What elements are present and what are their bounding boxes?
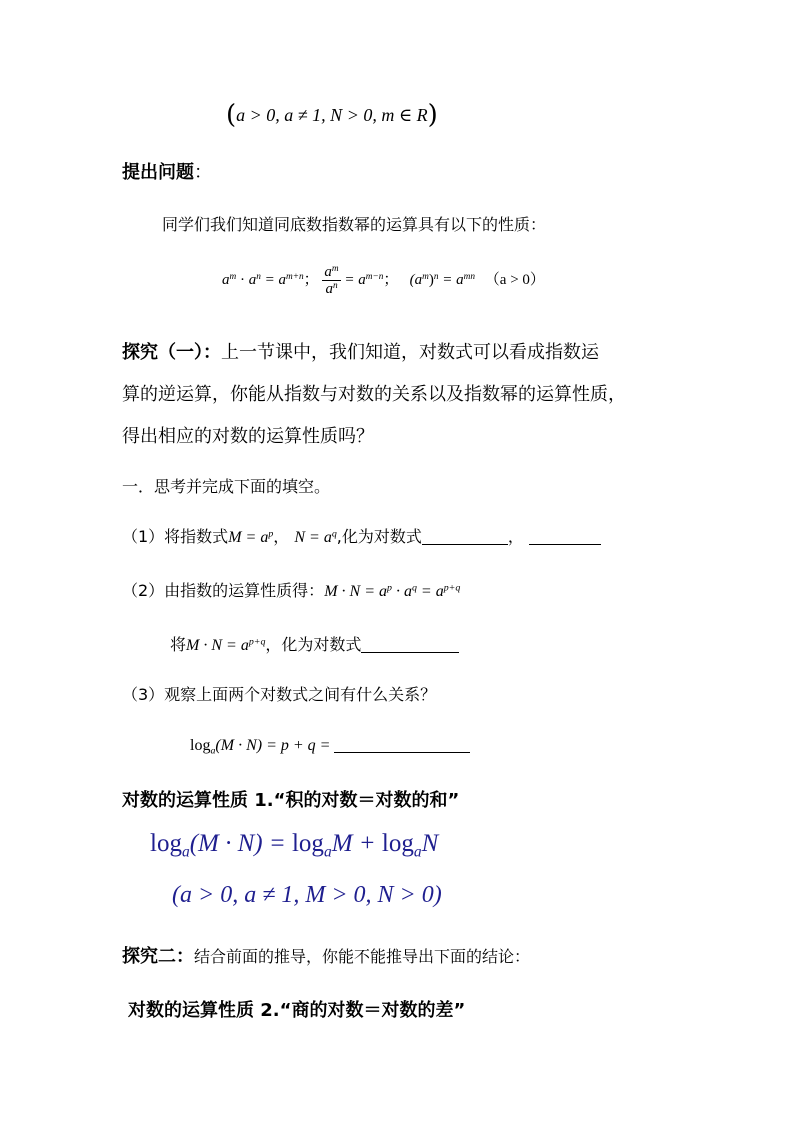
property1-title: 对数的运算性质 1.“积的对数＝对数的和”: [122, 790, 460, 811]
explore1-line2: 算的逆运算，你能从指数与对数的关系以及指数幂的运算性质，: [122, 384, 626, 405]
explore2: 探究二：结合前面的推导，你能不能推导出下面的结论：: [122, 946, 531, 967]
top-condition: (a > 0, a ≠ 1, N > 0, m ∈ R): [226, 100, 438, 130]
task-heading: 一．思考并完成下面的填空。: [122, 477, 331, 496]
answer-blank-1[interactable]: [422, 526, 508, 545]
question-2-line2: 将$M \cdot N = a^{p+q}$，化为对数式: [170, 632, 459, 655]
exponent-rules: $a^m \cdot a^n = a^{m+n}$； $\frac{a^m}{a^n}$ = $a^{m-n}$； $(a^m)^n = a^{mn}$ （a > 0）: [222, 263, 545, 297]
answer-blank-3[interactable]: [361, 634, 459, 653]
property2-title: 对数的运算性质 2.“商的对数＝对数的差”: [128, 1000, 466, 1021]
intro-text: 同学们我们知道同底数指数幂的运算具有以下的性质：: [162, 215, 547, 234]
property1-formula: $\log_a(M \cdot N) = \log_aM + \log_aN$: [150, 830, 439, 861]
property1-condition: (a > 0, a ≠ 1, M > 0, N > 0): [172, 882, 442, 908]
top-condition-text: a > 0, a ≠ 1, N > 0, m ∈ R: [236, 105, 428, 125]
explore2-label: 探究二：: [122, 946, 194, 967]
question-3: （3）观察上面两个对数式之间有什么关系？: [122, 685, 437, 704]
answer-blank-4[interactable]: [334, 734, 470, 753]
explore1-label: 探究（一）：: [122, 342, 221, 363]
question-heading: 提出问题：: [122, 162, 212, 183]
quotient-fraction: $\frac{a^m}{a^n}$: [324, 263, 339, 297]
answer-blank-2[interactable]: [529, 526, 601, 545]
explore1-line3: 得出相应的对数的运算性质吗？: [122, 426, 374, 447]
explore1-line1: 探究（一）：上一节课中，我们知道，对数式可以看成指数运: [122, 342, 599, 363]
question-1: （1）将指数式$M = a^p$， $N = a^q$,化为对数式 ，: [122, 524, 601, 547]
question-heading-label: 提出问题: [122, 162, 194, 183]
question-2: （2）由指数的运算性质得：$M \cdot N = a^p \cdot a^q = a^{p+q}$: [122, 581, 461, 600]
question-3-formula: $\log_a(M \cdot N) = p + q$ =: [190, 734, 470, 755]
